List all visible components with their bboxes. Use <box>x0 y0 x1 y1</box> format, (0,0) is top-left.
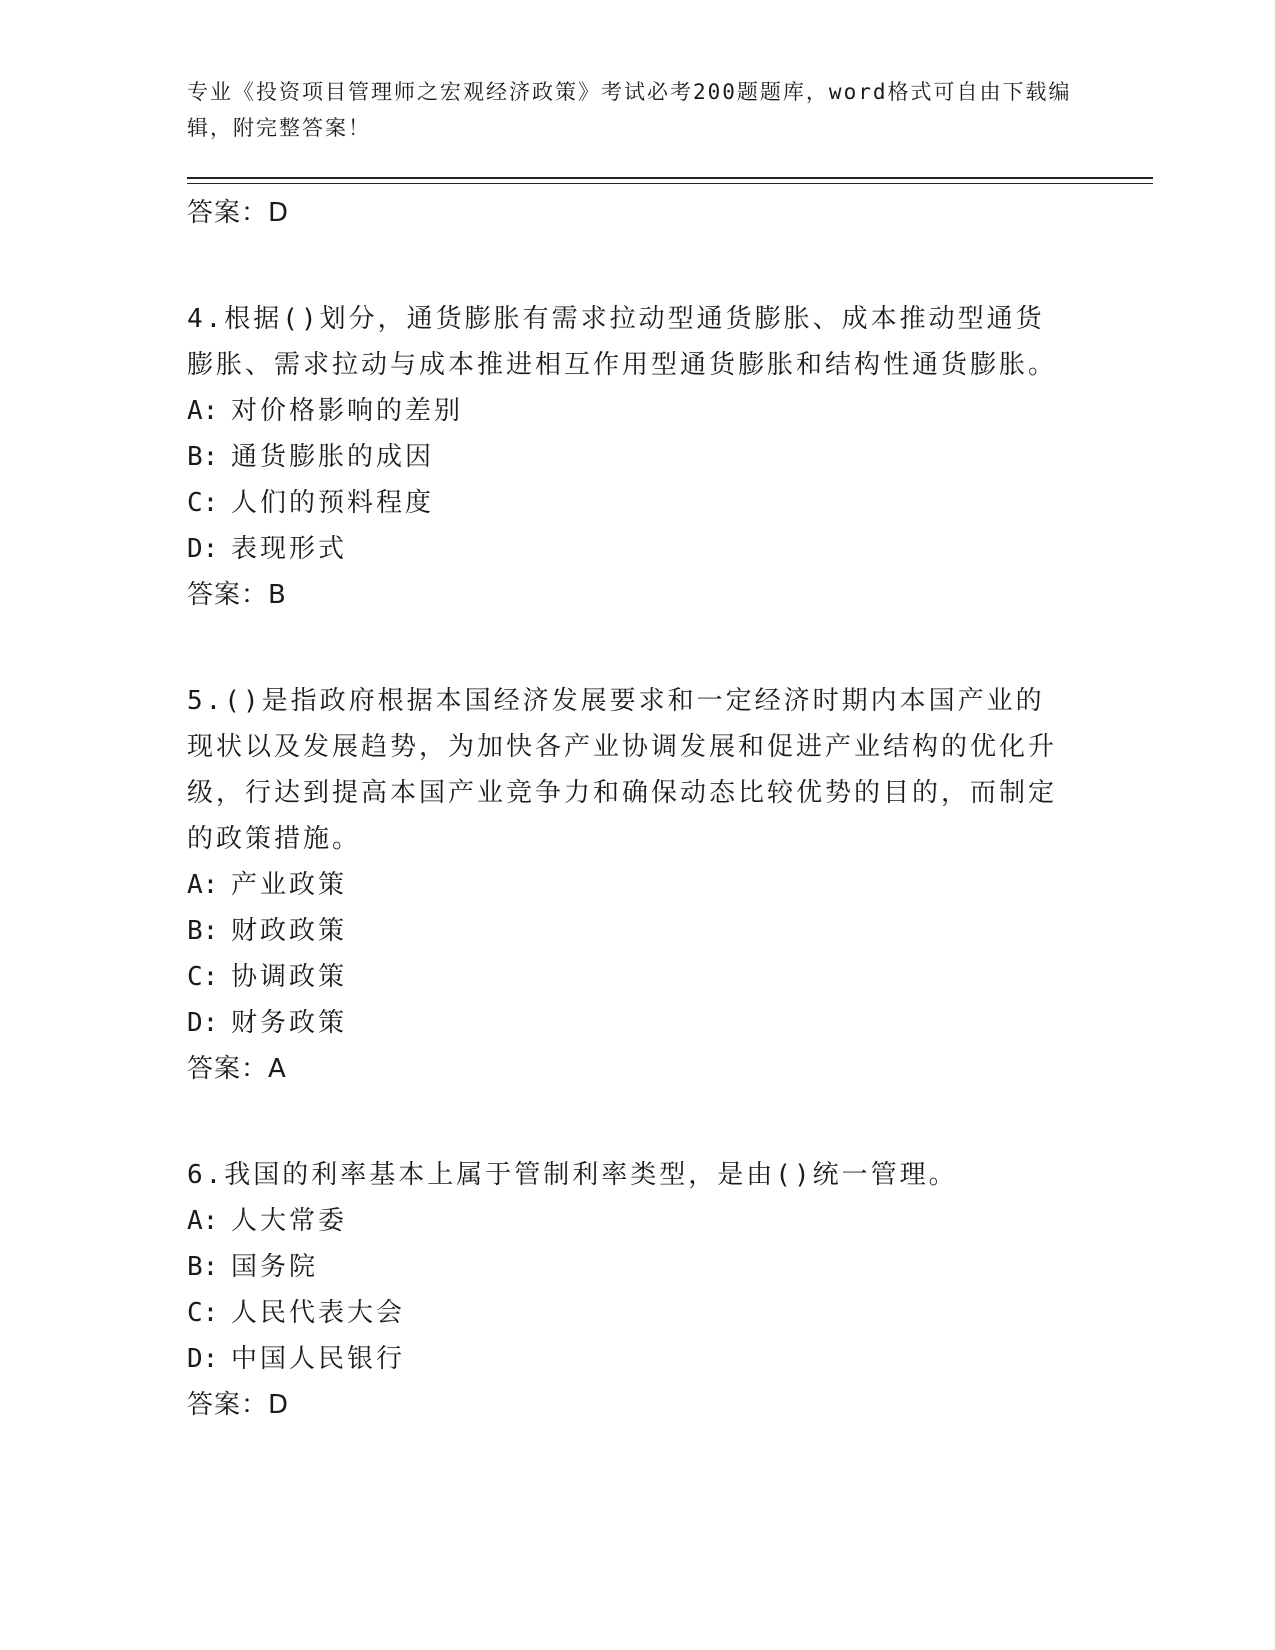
option-c <box>187 1290 1067 1336</box>
header-rule-thin <box>187 183 1153 184</box>
option-b <box>187 434 1067 480</box>
option-letter: A: <box>187 396 219 426</box>
option-text: 财务政策 <box>231 1008 348 1038</box>
question-item <box>187 1152 1067 1428</box>
answer-line: 答案：D <box>187 1390 290 1420</box>
option-text: 人大常委 <box>231 1206 348 1236</box>
option-letter: D: <box>187 1008 219 1038</box>
option-text: 对价格影响的差别 <box>231 396 464 426</box>
option-text: 协调政策 <box>231 962 348 992</box>
option-text: 人们的预料程度 <box>231 488 435 518</box>
option-letter: A: <box>187 870 219 900</box>
option-letter: C: <box>187 488 219 518</box>
option-a <box>187 862 1067 908</box>
question-stem: 6.我国的利率基本上属于管制利率类型，是由()统一管理。 <box>187 1160 958 1190</box>
option-letter: A: <box>187 1206 219 1236</box>
option-text: 通货膨胀的成因 <box>231 442 435 472</box>
option-c <box>187 480 1067 526</box>
option-letter: D: <box>187 534 219 564</box>
option-text: 人民代表大会 <box>231 1298 406 1328</box>
option-a <box>187 388 1067 434</box>
answer-line: 答案：A <box>187 1054 287 1084</box>
document-header: 专业《投资项目管理师之宏观经济政策》考试必考200题题库，word格式可自由下载编辑，附完整答案！ <box>187 80 1072 140</box>
document-body <box>187 190 1067 1428</box>
option-text: 产业政策 <box>231 870 348 900</box>
header-rule-thick <box>187 177 1153 179</box>
option-d <box>187 1336 1067 1382</box>
answer-line: 答案：D <box>187 198 290 228</box>
option-b <box>187 908 1067 954</box>
answer-line: 答案：B <box>187 580 287 610</box>
option-letter: C: <box>187 962 219 992</box>
option-d <box>187 1000 1067 1046</box>
option-letter: B: <box>187 916 219 946</box>
option-text: 表现形式 <box>231 534 348 564</box>
option-text: 财政政策 <box>231 916 348 946</box>
option-letter: D: <box>187 1344 219 1374</box>
question-stem: 4.根据()划分，通货膨胀有需求拉动型通货膨胀、成本推动型通货膨胀、需求拉动与成本推进相互作用型通货膨胀和结构性通货膨胀。 <box>187 304 1058 380</box>
question-item <box>187 296 1067 618</box>
option-text: 中国人民银行 <box>231 1344 406 1374</box>
option-c <box>187 954 1067 1000</box>
option-a <box>187 1198 1067 1244</box>
option-letter: B: <box>187 1252 219 1282</box>
option-b <box>187 1244 1067 1290</box>
question-stem: 5.()是指政府根据本国经济发展要求和一定经济时期内本国产业的现状以及发展趋势，为加快各产业协调发展和促进产业结构的优化升级，行达到提高本国产业竞争力和确保动态比较优势的目的，而制定的政策措施。 <box>187 686 1058 854</box>
option-text: 国务院 <box>231 1252 319 1282</box>
option-letter: B: <box>187 442 219 472</box>
option-letter: C: <box>187 1298 219 1328</box>
option-d <box>187 526 1067 572</box>
question-item <box>187 678 1067 1092</box>
